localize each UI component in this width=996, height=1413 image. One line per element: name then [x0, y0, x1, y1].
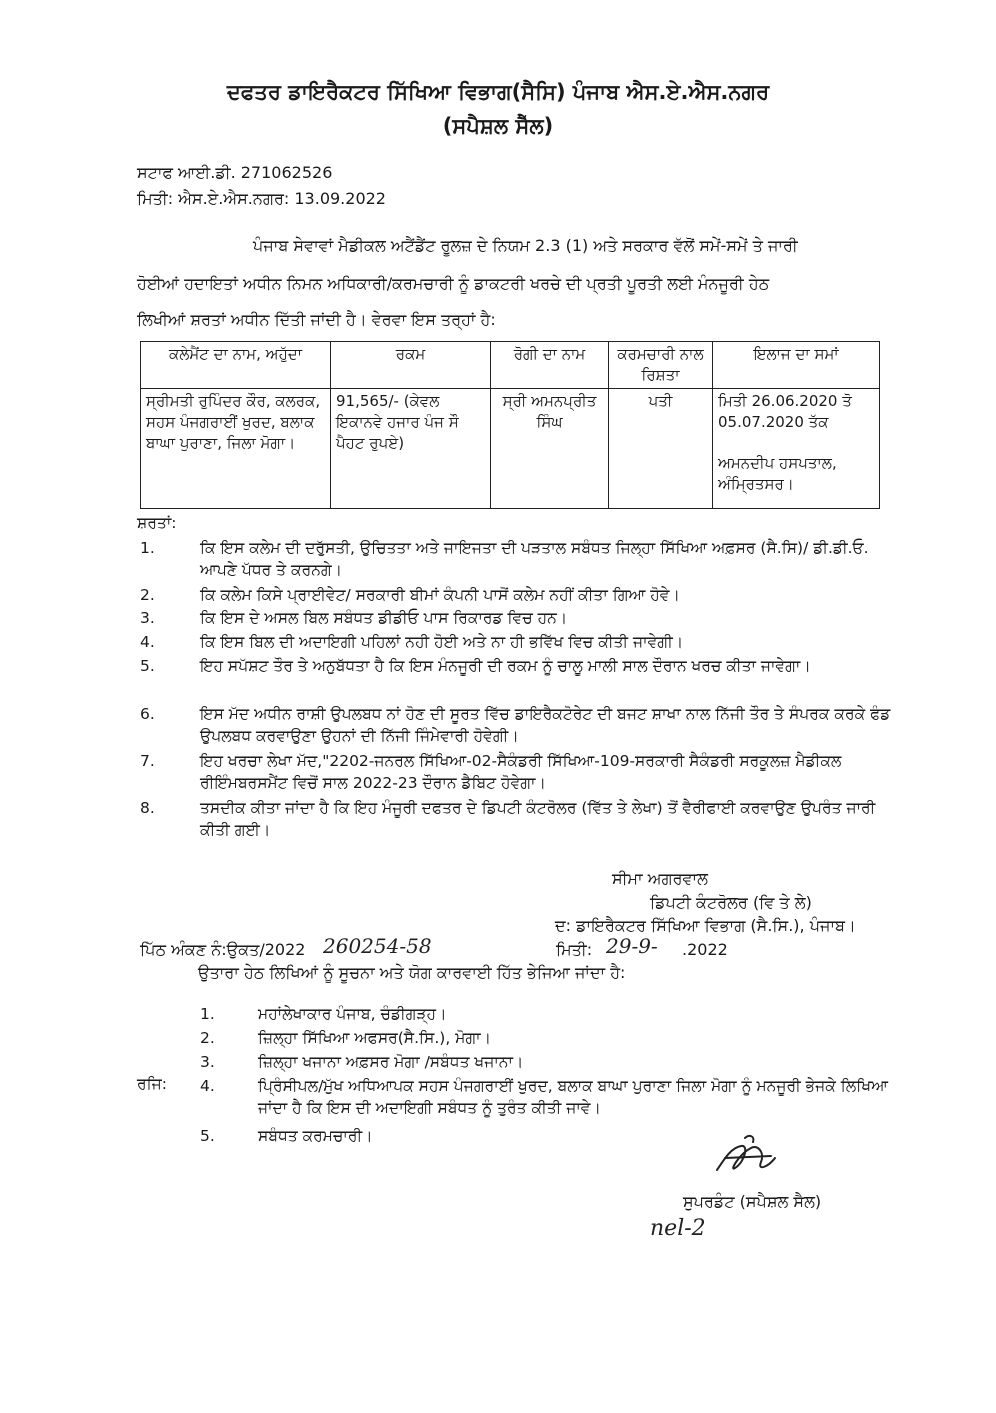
endorsement-date-handwritten: 29-9-: [606, 934, 658, 958]
patient-cell: ਸ੍ਰੀ ਅਮਨਪ੍ਰੀਤ ਸਿੰਘ: [491, 389, 609, 509]
endorsement-date-label: ਮਿਤੀ:: [556, 940, 593, 959]
distribution-text: ਜ਼ਿਲ੍ਹਾ ਸਿੱਖਿਆ ਅਫਸਰ(ਸੈ.ਸਿ.), ਮੋਗਾ।: [258, 1029, 492, 1047]
condition-text: ਕਿ ਇਸ ਕਲੇਮ ਦੀ ਦਰੁੱਸਤੀ, ਉਚਿਤਤਾ ਅਤੇ ਜਾਇਜਤਾ ਦੀ ਪੜਤਾਲ ਸਬੰਧਤ ਜਿਲ੍ਹਾ ਸਿੱਖਿਆ ਅਫ਼ਸਰ (ਸੈ.ਸਿ)/ ਡੀ.ਡੀ.ਓ. ਆਪਣੇ ਪੱਧਰ ਤੇ ਕਰਨਗੇ।: [200, 539, 869, 579]
distribution-number: 2.: [200, 1029, 215, 1047]
intro-line-1: ਪੰਜਾਬ ਸੇਵਾਵਾਂ ਮੈਡੀਕਲ ਅਟੈਂਡੈਂਟ ਰੂਲਜ਼ ਦੇ ਨਿਯਮ 2.3 (1) ਅਤੇ ਸਰਕਾਰ ਵੱਲੋਂ ਸਮੇਂ-ਸਮੇਂ ਤੇ ਜਾਰੀ: [253, 236, 798, 255]
endorsement-year: .2022: [682, 940, 728, 959]
amount-cell: 91,565/- (ਕੇਵਲ ਇਕਾਨਵੇ ਹਜਾਰ ਪੰਜ ਸੌ ਪੈਹਟ ਰੁਪਏ): [331, 389, 491, 509]
staff-id: ਸਟਾਫ ਆਈ.ਡੀ. 271062526: [137, 163, 333, 182]
signatory-designation: ਡਿਪਟੀ ਕੰਟਰੋਲਰ (ਵਿ ਤੇ ਲੇ): [650, 893, 812, 912]
endorsement-label: ਪਿੱਠ ਅੰਕਣ ਨੰ:ਉਕਤ/2022: [140, 940, 306, 959]
condition-text: ਕਿ ਕਲੇਮ ਕਿਸੇ ਪ੍ਰਾਈਵੇਟ/ ਸਰਕਾਰੀ ਬੀਮਾਂ ਕੰਪਨੀ ਪਾਸੋਂ ਕਲੇਮ ਨਹੀਂ ਕੀਤਾ ਗਿਆ ਹੋਵੇ।: [200, 586, 680, 604]
claimant-cell: ਸ੍ਰੀਮਤੀ ਰੁਪਿੰਦਰ ਕੌਰ, ਕਲਰਕ, ਸਹਸ ਪੰਜਗਰਾਈਂ ਖੁਰਦ, ਬਲਾਕ ਬਾਘਾ ਪੁਰਾਣਾ, ਜਿਲਾ ਮੋਗਾ।: [141, 389, 331, 509]
condition-text: ਕਿ ਇਸ ਦੇ ਅਸਲ ਬਿਲ ਸਬੰਧਤ ਡੀਡੀਓ ਪਾਸ ਰਿਕਾਰਡ ਵਿਚ ਹਨ।: [200, 609, 568, 627]
condition-number: 1.: [140, 539, 155, 557]
distribution-text: ਮਹਾਂਲੇਖਾਕਾਰ ਪੰਜਾਬ, ਚੰਡੀਗੜ੍ਹ।: [258, 1005, 447, 1023]
distribution-number: 4.: [200, 1077, 215, 1095]
condition-item: [140, 537, 900, 581]
distribution-number: 3.: [200, 1053, 215, 1071]
signatory-name: ਸੀਮਾ ਅਗਰਵਾਲ: [612, 869, 708, 888]
distribution-text: ਜ਼ਿਲ੍ਹਾ ਖਜਾਨਾ ਅਫ਼ਸਰ ਮੋਗਾ /ਸਬੰਧਤ ਖਜਾਨਾ।: [258, 1053, 524, 1071]
endorsement-number-handwritten: 260254-58: [323, 934, 432, 958]
condition-text: ਤਸਦੀਕ ਕੀਤਾ ਜਾਂਦਾ ਹੈ ਕਿ ਇਹ ਮੰਜੂਰੀ ਦਫਤਰ ਦੇ ਡਿਪਟੀ ਕੰਟਰੋਲਰ (ਵਿੱਤ ਤੇ ਲੇਖਾ) ਤੋਂ ਵੈਰੀਫਾਈ ਕਰਵਾਉਣ ਉਪਰੰਤ ਜਾਰੀ ਕੀਤੀ ਗਈ।: [200, 799, 876, 839]
office-title: ਦਫਤਰ ਡਾਇਰੈਕਟਰ ਸਿੱਖਿਆ ਵਿਭਾਗ(ਸੈਸਿ) ਪੰਜਾਬ ਐਸ.ਏ.ਐਸ.ਨਗਰ: [226, 80, 770, 104]
condition-number: 2.: [140, 586, 155, 604]
registered-label: ਰਜਿ:: [137, 1075, 167, 1093]
col-relation-header: ਕਰਮਚਾਰੀ ਨਾਲ ਰਿਸ਼ਤਾ: [609, 342, 713, 389]
table-row: [141, 389, 880, 509]
treatment-period: ਮਿਤੀ 26.06.2020 ਤੋ 05.07.2020 ਤੱਕ: [718, 392, 852, 431]
condition-number: 7.: [140, 752, 155, 770]
col-period-header: ਇਲਾਜ ਦਾ ਸਮਾਂ: [713, 342, 880, 389]
claim-table: [140, 341, 880, 509]
cell-title: (ਸਪੈਸ਼ਲ ਸੈੱਲ): [442, 114, 554, 138]
conditions-label: ਸ਼ਰਤਾਂ:: [137, 514, 177, 532]
handwritten-note: nel-2: [650, 1216, 706, 1241]
signature-graphic: [705, 1128, 785, 1188]
distribution-number: 1.: [200, 1005, 215, 1023]
col-claimant-header: ਕਲੇਮੈਂਟ ਦਾ ਨਾਮ, ਅਹੁੱਦਾ: [141, 342, 331, 389]
distribution-text: ਪ੍ਰਿੰਸੀਪਲ/ਮੁੱਖ ਅਧਿਆਪਕ ਸਹਸ ਪੰਜਗਰਾਈਂ ਖੁਰਦ, ਬਲਾਕ ਬਾਘਾ ਪੁਰਾਣਾ ਜਿਲਾ ਮੋਗਾ ਨੂੰ ਮਨਜੂਰੀ ਭੇਜਕੇ ਲਿਖਿਆ ਜਾਂਦਾ ਹੈ ਕਿ ਇਸ ਦੀ ਅਦਾਇਗੀ ਸਬੰਧਤ ਨੂੰ ਤੁਰੰਤ ਕੀਤੀ ਜਾਵੇ।: [258, 1077, 888, 1117]
period-cell: [713, 389, 880, 509]
condition-number: 5.: [140, 657, 155, 675]
condition-text: ਇਹ ਸਪੱਸ਼ਟ ਤੌਰ ਤੇ ਅਨੁਬੱਧਤਾ ਹੈ ਕਿ ਇਸ ਮੰਨਜੂਰੀ ਦੀ ਰਕਮ ਨੂੰ ਚਾਲੂ ਮਾਲੀ ਸਾਲ ਦੌਰਾਨ ਖਰਚ ਕੀਤਾ ਜਾਵੇਗਾ।: [200, 657, 811, 675]
endorsement-intro: ਉਤਾਰਾ ਹੇਠ ਲਿਖਿਆਂ ਨੂੰ ਸੂਚਨਾ ਅਤੇ ਯੋਗ ਕਾਰਵਾਈ ਹਿੱਤ ਭੇਜਿਆ ਜਾਂਦਾ ਹੈ:: [198, 963, 626, 982]
condition-number: 4.: [140, 633, 155, 651]
condition-number: 8.: [140, 799, 155, 817]
intro-line-2: ਹੋਈਆਂ ਹਦਾਇਤਾਂ ਅਧੀਨ ਨਿਮਨ ਅਧਿਕਾਰੀ/ਕਰਮਚਾਰੀ ਨੂੰ ਡਾਕਟਰੀ ਖਰਚੇ ਦੀ ਪ੍ਰਤੀ ਪੂਰਤੀ ਲਈ ਮੰਨਜੂਰੀ ਹੇਠ: [137, 274, 770, 293]
col-patient-header: ਰੋਗੀ ਦਾ ਨਾਮ: [491, 342, 609, 389]
hospital-name: ਅਮਨਦੀਪ ਹਸਪਤਾਲ, ਅੰਮ੍ਰਿਤਸਰ।: [718, 454, 837, 493]
condition-text: ਇਹ ਖਰਚਾ ਲੇਖਾ ਮੱਦ,"2202-ਜਨਰਲ ਸਿੱਖਿਆ-02-ਸੈਕੰਡਰੀ ਸਿੱਖਿਆ-109-ਸਰਕਾਰੀ ਸੈਕੰਡਰੀ ਸਰਕੂਲਜ਼ ਮੈਡੀਕਲ ਰੀਇੰਮਬਰਸਮੈਂਟ ਵਿਚੋਂ ਸਾਲ 2022-23 ਦੌਰਾਨ ਡੈਬਿਟ ਹੋਵੇਗਾ।: [200, 752, 842, 792]
distribution-text: ਸਬੰਧਤ ਕਰਮਚਾਰੀ।: [258, 1127, 373, 1145]
signatory-office: ਦ: ਡਾਇਰੈਕਟਰ ਸਿੱਖਿਆ ਵਿਭਾਗ (ਸੈ.ਸਿ.), ਪੰਜਾਬ।: [555, 916, 856, 935]
intro-line-3: ਲਿਖੀਆਂ ਸ਼ਰਤਾਂ ਅਧੀਨ ਦਿੱਤੀ ਜਾਂਦੀ ਹੈ। ਵੇਰਵਾ ਇਸ ਤਰ੍ਹਾਂ ਹੈ:: [137, 310, 496, 329]
condition-text: ਇਸ ਮੱਦ ਅਧੀਨ ਰਾਸ਼ੀ ਉਪਲਬਧ ਨਾਂ ਹੋਣ ਦੀ ਸੂਰਤ ਵਿੱਚ ਡਾਇਰੈਕਟੋਰੇਟ ਦੀ ਬਜਟ ਸ਼ਾਖਾ ਨਾਲ ਨਿੱਜੀ ਤੌਰ ਤੇ ਸੰਪਰਕ ਕਰਕੇ ਫੰਡ ਉਪਲਬਧ ਕਰਵਾਉਣਾ ਉਹਨਾਂ ਦੀ ਨਿੱਜੀ ਜਿੰਮੇਵਾਰੀ ਹੋਵੇਗੀ।: [200, 705, 891, 745]
distribution-number: 5.: [200, 1127, 215, 1145]
condition-number: 3.: [140, 609, 155, 627]
relation-cell: ਪਤੀ: [609, 389, 713, 509]
table-header-row: [141, 342, 880, 389]
condition-number: 6.: [140, 705, 155, 723]
superintendent-designation: ਸੁਪਰਡੰਟ (ਸਪੈਸ਼ਲ ਸੈਲ): [683, 1192, 822, 1211]
issue-date: ਮਿਤੀ: ਐਸ.ਏ.ਐਸ.ਨਗਰ: 13.09.2022: [137, 189, 386, 208]
col-amount-header: ਰਕਮ: [331, 342, 491, 389]
condition-text: ਕਿ ਇਸ ਬਿਲ ਦੀ ਅਦਾਇਗੀ ਪਹਿਲਾਂ ਨਹੀ ਹੋਈ ਅਤੇ ਨਾ ਹੀ ਭਵਿੱਖ ਵਿਚ ਕੀਤੀ ਜਾਵੇਗੀ।: [200, 633, 684, 651]
